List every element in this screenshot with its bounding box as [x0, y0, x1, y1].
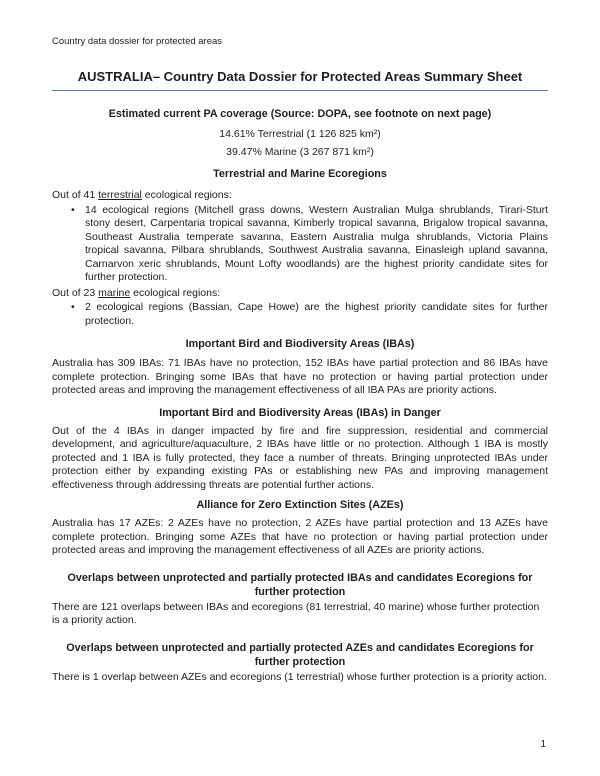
running-header: Country data dossier for protected areas: [52, 36, 223, 47]
ibas-danger-heading: Important Bird and Biodiversity Areas (IBAs) in Danger: [159, 406, 441, 419]
ecoregions-heading: Terrestrial and Marine Ecoregions: [213, 168, 387, 180]
azes-paragraph: Australia has 17 AZEs: 2 AZEs have no protection, 2 AZEs have partial protection and 13 AZEs have complete protection. Bringing some AZEs that have no protection or having partial protection under protected areas and improving the management effectiveness of all AZEs are priority actions.: [52, 517, 548, 556]
ibas-heading: Important Bird and Biodiversity Areas (IBAs): [185, 338, 415, 350]
terrestrial-ecoregions-intro: [52, 189, 548, 203]
overlaps-azes-paragraph: There is 1 overlap between AZEs and ecoregions (1 terrestrial) whose further protection is a priority action.: [52, 670, 547, 683]
intro-suffix: ecological regions:: [130, 286, 221, 299]
page-number: 1: [540, 739, 546, 750]
underlined-word-terrestrial: terrestrial: [98, 189, 142, 201]
azes-heading: Alliance for Zero Extinction Sites (AZEs): [196, 499, 404, 511]
overlaps-ibas-paragraph: There are 121 overlaps between IBAs and ecoregions (81 terrestrial, 40 marine) whose further protection is a priority action.: [52, 600, 540, 626]
coverage-heading: Estimated current PA coverage (Source: DOPA, see footnote on next page): [108, 108, 492, 120]
terrestrial-ecoregions-list: [52, 204, 548, 285]
list-item: • 2 ecological regions (Bassian, Cape Howe) are the highest priority candidate sites for further protection.: [52, 301, 548, 328]
ibas-danger-paragraph: Out of the 4 IBAs in danger impacted by fire and fire suppression, residential and commercial development, and agriculture/aquaculture, 2 IBAs have little or no protection. Although 1 IBA is mostly protected and 1 IBA is fully protected, they face a number of threats. Bringing unprotected IBAs under protection either by expanding existing PAs or establishing new PAs and improving management effectiveness through addressing threats are potential further actions.: [52, 424, 548, 491]
marine-ecoregions-list: [52, 301, 548, 328]
marine-ecoregions-intro: [52, 287, 548, 301]
intro-prefix: Out of 41: [52, 189, 99, 201]
document-title: AUSTRALIA– Country Data Dossier for Protected Areas Summary Sheet: [52, 68, 548, 91]
overlaps-ibas-heading: Overlaps between unprotected and partially protected IBAs and candidates Ecoregions for further protection: [67, 571, 533, 598]
coverage-terrestrial-value: 14.61% Terrestrial (1 126 825 km²): [219, 128, 381, 140]
intro-prefix: Out of 23: [52, 286, 99, 299]
coverage-marine-value: 39.47% Marine (3 267 871 km²): [226, 146, 374, 158]
list-item: • 14 ecological regions (Mitchell grass downs, Western Australian Mulga shrublands, Tirari-Sturt stony desert, Carpentaria tropical savanna, Kimberly tropical savanna, Brigalow tropical savanna, Southeast Australia temperate savanna, Eastern Australia mulga shrublands, Victoria Plains tropical savanna, Pilbara shrublands, Southwest Australia savanna, Einasleigh upland savanna, Carnarvon xeric shrublands, Mount Lofty woodlands) are the highest priority candidate sites for further protection.: [52, 204, 548, 285]
ibas-paragraph: Australia has 309 IBAs: 71 IBAs have no protection, 152 IBAs have partial protection and 86 IBAs have complete protection. Bringing some IBAs that have no protection or having partial protection under protected areas and improving the management effectiveness of all IBA PAs are priority actions.: [52, 357, 548, 396]
underlined-word-marine: marine: [98, 286, 131, 299]
intro-suffix: ecological regions:: [141, 189, 232, 201]
overlaps-azes-heading: Overlaps between unprotected and partially protected AZEs and candidates Ecoregions for further protection: [66, 641, 534, 668]
